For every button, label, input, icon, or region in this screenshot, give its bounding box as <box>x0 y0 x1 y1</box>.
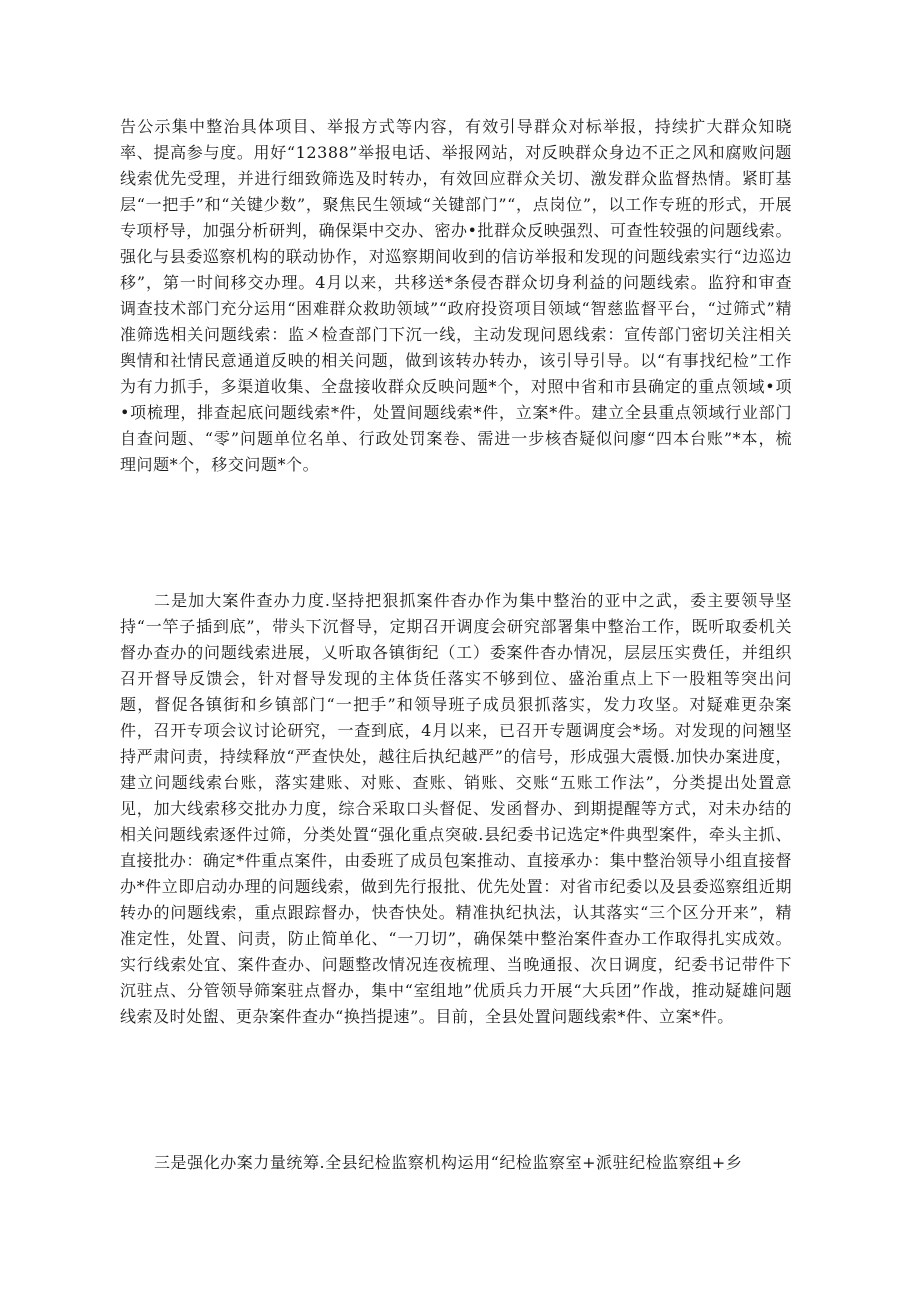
paragraph-3: 三是强化办案力量统筹.全县纪检监察机构运用“纪检监察室+派驻纪检监察组+乡 <box>154 1153 743 1172</box>
paragraph-2: 二是加大案件查办力度.坚持把狠抓案件杳办作为集中整治的亚中之武，委主要领导坚持“一竿子插到底”，带头下沉督导，定期召开调度会研究部署集中整治工作，既听取委机关督办查办的问题线索进展，乂听取各镇街纪（工）委案件杳办情况，层层压实费任，并组织召开督导反馈会，针对督导发现的主体货任落实不够到位、盛治重点上下一股粗等突出问题，督促各镇街和乡镇部门“一把手”和领导班子成员狠抓落实，发力攻坚。对疑难更杂案件，召开专项会议讨论研究，一查到底，4月以来，已召开专题调度会*场。对发现的问翘坚持严肃问责，持续释放“严查快处，越往后执纪越严”的信号，形成强大震慑.加快办案进度，建立问题线索台账，落实建账、对账、查账、销账、交账“五账工作法”，分类提出处置意见，加大线索移交批办力度，综合采取口头督促、发函督办、到期提醒等方式，对未办结的相关问题线索逐件过筛，分类处置“强化重点突破.县纪委书记选定*件典型案件，牵头主抓、直接批办：确定*件重点案件，由委班了成员包案推动、直接承办：集中整治领导小组直接督办*件立即启动办理的问题线索，做到先行报批、优先处置：对省市纪委以及县委巡察组近期转办的问题线索，重点跟踪督办，快杳快处。精准执纪执法，认其落实“三个区分开来”，精准定性，处置、问责，防止简单化、“一刀切”，确保桀中整治案件查办工作取得扎实成效。实行线索处宜、案件查办、问题整改情况连夜梳理、当晚通报、次日调度，纪委书记带件下沉驻点、分管领导筛案驻点督办，集中“室组地”优质兵力开展“大兵团”作战，推动疑雄问题线索及时处盥、更杂案件查办“换挡提速”。目前，全县处置问题线索*件、立案*件。 <box>120 591 792 1026</box>
paragraph-1: 告公示集中整治具体项目、举报方式等内容，有效引导群众对标举报，持续扩大群众知晓率、提高参与度。用好“12388”举报电话、举报网站，对反映群众身边不正之风和腐败问题线索优先受理，并进行细致筛选及时转办，有效回应群众关切、激发群众监督热情。紧盯基层“一把手”和“关键少数”，聚焦民生领域“关键部门”“，点岗位”，以工作专班的形式，开展专项杼导，加强分析研判，确保渠中交办、密办•批群众反映强烈、可查性较强的问题线索。强化与县委巡察机构的联动协作，对巡察期间收到的信访举报和发现的问题线索实行“边巡边移”，第一时间移交办理。4月以来，共移送*条侵杏群众切身利益的问题线索。监狩和审查调查技术部门充分运用“困难群众救助领域”“政府投资项目领域“智慈监督平台，“过筛式”精准筛选相关问题线索：监㐅检查部门下沉一线，主动发现问恩线索：宣传部门密切关注相关舆情和社情民意通道反映的相关问题，做到该转办转办，该引导引导。以“有事找纪检”工作为有力抓手，多渠道收集、全盘接收群众反映问题*个，对照中省和市县确定的重点领域•项•项梳理，排查起底问题线索*件，处置间题线索*件，立案*件。建立全县重点领域行业部门自查问题、“零”问题单位名单、行政处罚案卷、需进一步核杳疑似问廖“四本台账”*本，梳理问题*个，移交问题*个。 <box>120 117 792 474</box>
